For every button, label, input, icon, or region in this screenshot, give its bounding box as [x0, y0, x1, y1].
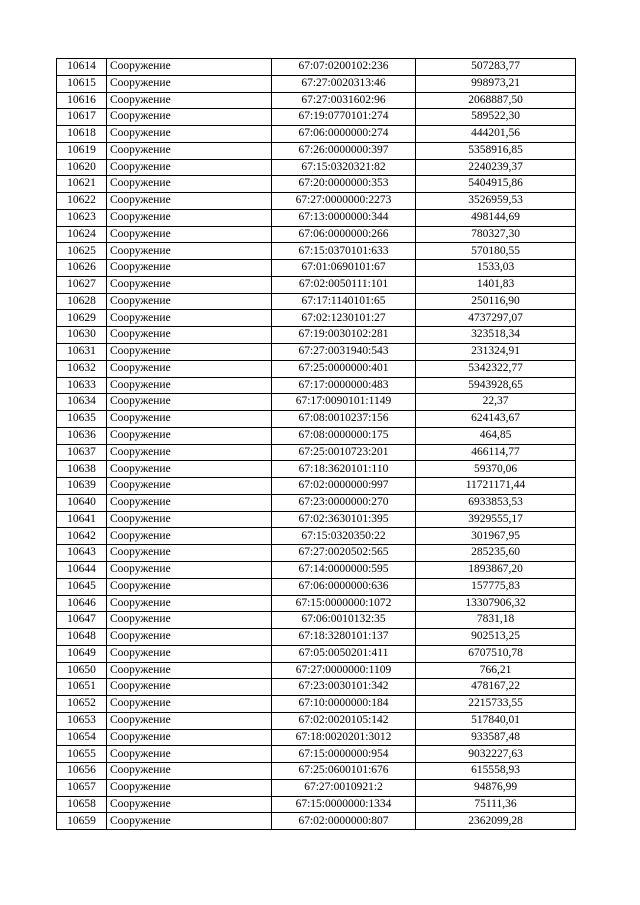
- table-row: [57, 344, 576, 361]
- cadastral-number-cell: 67:06:0000000:274: [272, 126, 416, 143]
- row-number-cell: 10615: [57, 75, 107, 92]
- object-type-cell: Сооружение: [107, 528, 272, 545]
- row-number-cell: 10632: [57, 360, 107, 377]
- table-row: [57, 142, 576, 159]
- cadastral-value-cell: 22,37: [416, 394, 576, 411]
- cadastral-number-cell: 67:08:0010237:156: [272, 411, 416, 428]
- cadastral-value-cell: 2215733,55: [416, 696, 576, 713]
- object-type-cell: Сооружение: [107, 377, 272, 394]
- cadastral-number-cell: 67:02:0000000:997: [272, 478, 416, 495]
- cadastral-number-cell: 67:26:0000000:397: [272, 142, 416, 159]
- table-row: [57, 193, 576, 210]
- cadastral-number-cell: 67:18:0020201:3012: [272, 729, 416, 746]
- cadastral-number-cell: 67:15:0320350:22: [272, 528, 416, 545]
- object-type-cell: Сооружение: [107, 276, 272, 293]
- object-type-cell: Сооружение: [107, 176, 272, 193]
- table-row: [57, 159, 576, 176]
- row-number-cell: 10659: [57, 813, 107, 830]
- object-type-cell: Сооружение: [107, 696, 272, 713]
- cadastral-value-cell: 507283,77: [416, 59, 576, 76]
- row-number-cell: 10658: [57, 796, 107, 813]
- table-row: [57, 595, 576, 612]
- table-row: [57, 377, 576, 394]
- cadastral-value-cell: 4737297,07: [416, 310, 576, 327]
- cadastral-number-cell: 67:15:0000000:1334: [272, 796, 416, 813]
- table-row: [57, 411, 576, 428]
- table-row: [57, 612, 576, 629]
- object-type-cell: Сооружение: [107, 612, 272, 629]
- object-type-cell: Сооружение: [107, 193, 272, 210]
- cadastral-value-cell: 998973,21: [416, 75, 576, 92]
- object-type-cell: Сооружение: [107, 159, 272, 176]
- row-number-cell: 10625: [57, 243, 107, 260]
- cadastral-number-cell: 67:19:0030102:281: [272, 327, 416, 344]
- row-number-cell: 10626: [57, 260, 107, 277]
- cadastral-number-cell: 67:17:1140101:65: [272, 293, 416, 310]
- cadastral-value-cell: 464,85: [416, 427, 576, 444]
- table-row: [57, 126, 576, 143]
- table-row: [57, 75, 576, 92]
- cadastral-value-cell: 933587,48: [416, 729, 576, 746]
- table-row: [57, 243, 576, 260]
- object-type-cell: Сооружение: [107, 461, 272, 478]
- table-row: [57, 796, 576, 813]
- row-number-cell: 10633: [57, 377, 107, 394]
- row-number-cell: 10652: [57, 696, 107, 713]
- cadastral-value-cell: 75111,36: [416, 796, 576, 813]
- object-type-cell: Сооружение: [107, 662, 272, 679]
- cadastral-number-cell: 67:27:0000000:2273: [272, 193, 416, 210]
- cadastral-value-cell: 250116,90: [416, 293, 576, 310]
- cadastral-value-cell: 2068887,50: [416, 92, 576, 109]
- cadastral-number-cell: 67:07:0200102:236: [272, 59, 416, 76]
- cadastral-value-cell: 615558,93: [416, 763, 576, 780]
- cadastral-number-cell: 67:02:3630101:395: [272, 511, 416, 528]
- object-type-cell: Сооружение: [107, 394, 272, 411]
- table-row: [57, 779, 576, 796]
- row-number-cell: 10617: [57, 109, 107, 126]
- row-number-cell: 10624: [57, 226, 107, 243]
- cadastral-number-cell: 67:17:0090101:1149: [272, 394, 416, 411]
- cadastral-number-cell: 67:05:0050201:411: [272, 645, 416, 662]
- object-type-cell: Сооружение: [107, 478, 272, 495]
- cadastral-value-cell: 9032227,63: [416, 746, 576, 763]
- row-number-cell: 10646: [57, 595, 107, 612]
- row-number-cell: 10621: [57, 176, 107, 193]
- object-type-cell: Сооружение: [107, 746, 272, 763]
- row-number-cell: 10635: [57, 411, 107, 428]
- cadastral-number-cell: 67:06:0000000:266: [272, 226, 416, 243]
- object-type-cell: Сооружение: [107, 209, 272, 226]
- row-number-cell: 10637: [57, 444, 107, 461]
- row-number-cell: 10614: [57, 59, 107, 76]
- table-row: [57, 696, 576, 713]
- table-row: [57, 310, 576, 327]
- table-row: [57, 444, 576, 461]
- row-number-cell: 10642: [57, 528, 107, 545]
- table-row: [57, 629, 576, 646]
- object-type-cell: Сооружение: [107, 75, 272, 92]
- table-row: [57, 176, 576, 193]
- table-row: [57, 478, 576, 495]
- table-row: [57, 746, 576, 763]
- cadastral-number-cell: 67:15:0000000:1072: [272, 595, 416, 612]
- row-number-cell: 10639: [57, 478, 107, 495]
- table-row: [57, 712, 576, 729]
- table-row: [57, 528, 576, 545]
- object-type-cell: Сооружение: [107, 645, 272, 662]
- cadastral-value-cell: 5404915,86: [416, 176, 576, 193]
- table-row: [57, 578, 576, 595]
- object-type-cell: Сооружение: [107, 411, 272, 428]
- cadastral-number-cell: 67:15:0320321:82: [272, 159, 416, 176]
- table-row: [57, 92, 576, 109]
- object-type-cell: Сооружение: [107, 813, 272, 830]
- cadastral-value-cell: 466114,77: [416, 444, 576, 461]
- table-row: [57, 226, 576, 243]
- row-number-cell: 10654: [57, 729, 107, 746]
- cadastral-value-cell: 517840,01: [416, 712, 576, 729]
- cadastral-value-cell: 5342322,77: [416, 360, 576, 377]
- row-number-cell: 10634: [57, 394, 107, 411]
- object-type-cell: Сооружение: [107, 629, 272, 646]
- cadastral-value-cell: 780327,30: [416, 226, 576, 243]
- cadastral-value-cell: 13307906,32: [416, 595, 576, 612]
- cadastral-number-cell: 67:27:0000000:1109: [272, 662, 416, 679]
- cadastral-value-cell: 2240239,37: [416, 159, 576, 176]
- table-row: [57, 394, 576, 411]
- cadastral-value-cell: 3526959,53: [416, 193, 576, 210]
- object-type-cell: Сооружение: [107, 126, 272, 143]
- object-type-cell: Сооружение: [107, 59, 272, 76]
- cadastral-value-cell: 1401,83: [416, 276, 576, 293]
- row-number-cell: 10640: [57, 494, 107, 511]
- cadastral-value-cell: 59370,06: [416, 461, 576, 478]
- cadastral-number-cell: 67:25:0010723:201: [272, 444, 416, 461]
- object-type-cell: Сооружение: [107, 226, 272, 243]
- cadastral-number-cell: 67:02:0020105:142: [272, 712, 416, 729]
- object-type-cell: Сооружение: [107, 109, 272, 126]
- object-type-cell: Сооружение: [107, 712, 272, 729]
- table-row: [57, 109, 576, 126]
- cadastral-value-cell: 766,21: [416, 662, 576, 679]
- object-type-cell: Сооружение: [107, 494, 272, 511]
- cadastral-number-cell: 67:27:0031602:96: [272, 92, 416, 109]
- cadastral-value-cell: 5358916,85: [416, 142, 576, 159]
- row-number-cell: 10649: [57, 645, 107, 662]
- cadastral-number-cell: 67:25:0000000:401: [272, 360, 416, 377]
- table-row: [57, 679, 576, 696]
- cadastral-value-cell: 570180,55: [416, 243, 576, 260]
- row-number-cell: 10655: [57, 746, 107, 763]
- object-type-cell: Сооружение: [107, 729, 272, 746]
- cadastral-number-cell: 67:08:0000000:175: [272, 427, 416, 444]
- cadastral-value-cell: 1533,03: [416, 260, 576, 277]
- registry-table: [56, 58, 576, 830]
- object-type-cell: Сооружение: [107, 142, 272, 159]
- table-row: [57, 293, 576, 310]
- row-number-cell: 10648: [57, 629, 107, 646]
- object-type-cell: Сооружение: [107, 511, 272, 528]
- cadastral-number-cell: 67:02:1230101:27: [272, 310, 416, 327]
- row-number-cell: 10657: [57, 779, 107, 796]
- cadastral-value-cell: 285235,60: [416, 545, 576, 562]
- cadastral-value-cell: 589522,30: [416, 109, 576, 126]
- cadastral-value-cell: 6707510,78: [416, 645, 576, 662]
- cadastral-number-cell: 67:27:0020313:46: [272, 75, 416, 92]
- table-row: [57, 813, 576, 830]
- cadastral-number-cell: 67:06:0000000:636: [272, 578, 416, 595]
- registry-table-body: [57, 59, 576, 830]
- cadastral-number-cell: 67:15:0370101:633: [272, 243, 416, 260]
- row-number-cell: 10644: [57, 561, 107, 578]
- row-number-cell: 10623: [57, 209, 107, 226]
- table-row: [57, 645, 576, 662]
- cadastral-number-cell: 67:25:0600101:676: [272, 763, 416, 780]
- table-row: [57, 260, 576, 277]
- object-type-cell: Сооружение: [107, 260, 272, 277]
- row-number-cell: 10620: [57, 159, 107, 176]
- table-row: [57, 327, 576, 344]
- row-number-cell: 10656: [57, 763, 107, 780]
- table-row: [57, 763, 576, 780]
- row-number-cell: 10628: [57, 293, 107, 310]
- cadastral-number-cell: 67:20:0000000:353: [272, 176, 416, 193]
- table-row: [57, 511, 576, 528]
- cadastral-number-cell: 67:06:0010132:35: [272, 612, 416, 629]
- table-row: [57, 461, 576, 478]
- object-type-cell: Сооружение: [107, 344, 272, 361]
- table-row: [57, 59, 576, 76]
- row-number-cell: 10643: [57, 545, 107, 562]
- cadastral-number-cell: 67:18:3280101:137: [272, 629, 416, 646]
- object-type-cell: Сооружение: [107, 327, 272, 344]
- row-number-cell: 10622: [57, 193, 107, 210]
- row-number-cell: 10630: [57, 327, 107, 344]
- table-row: [57, 494, 576, 511]
- cadastral-value-cell: 6933853,53: [416, 494, 576, 511]
- table-row: [57, 662, 576, 679]
- cadastral-value-cell: 1893867,20: [416, 561, 576, 578]
- object-type-cell: Сооружение: [107, 679, 272, 696]
- object-type-cell: Сооружение: [107, 796, 272, 813]
- object-type-cell: Сооружение: [107, 360, 272, 377]
- row-number-cell: 10641: [57, 511, 107, 528]
- cadastral-value-cell: 157775,83: [416, 578, 576, 595]
- cadastral-number-cell: 67:17:0000000:483: [272, 377, 416, 394]
- cadastral-number-cell: 67:18:3620101:110: [272, 461, 416, 478]
- table-row: [57, 209, 576, 226]
- table-row: [57, 561, 576, 578]
- object-type-cell: Сооружение: [107, 243, 272, 260]
- cadastral-value-cell: 5943928,65: [416, 377, 576, 394]
- cadastral-value-cell: 498144,69: [416, 209, 576, 226]
- cadastral-number-cell: 67:02:0050111:101: [272, 276, 416, 293]
- cadastral-value-cell: 2362099,28: [416, 813, 576, 830]
- table-row: [57, 427, 576, 444]
- cadastral-value-cell: 323518,34: [416, 327, 576, 344]
- cadastral-value-cell: 301967,95: [416, 528, 576, 545]
- cadastral-number-cell: 67:27:0031940:543: [272, 344, 416, 361]
- cadastral-value-cell: 624143,67: [416, 411, 576, 428]
- row-number-cell: 10629: [57, 310, 107, 327]
- table-row: [57, 276, 576, 293]
- cadastral-value-cell: 478167,22: [416, 679, 576, 696]
- object-type-cell: Сооружение: [107, 578, 272, 595]
- cadastral-number-cell: 67:23:0000000:270: [272, 494, 416, 511]
- row-number-cell: 10647: [57, 612, 107, 629]
- object-type-cell: Сооружение: [107, 545, 272, 562]
- row-number-cell: 10650: [57, 662, 107, 679]
- object-type-cell: Сооружение: [107, 293, 272, 310]
- cadastral-value-cell: 94876,99: [416, 779, 576, 796]
- table-row: [57, 729, 576, 746]
- cadastral-number-cell: 67:23:0030101:342: [272, 679, 416, 696]
- row-number-cell: 10619: [57, 142, 107, 159]
- row-number-cell: 10645: [57, 578, 107, 595]
- cadastral-number-cell: 67:10:0000000:184: [272, 696, 416, 713]
- object-type-cell: Сооружение: [107, 779, 272, 796]
- object-type-cell: Сооружение: [107, 763, 272, 780]
- cadastral-value-cell: 902513,25: [416, 629, 576, 646]
- cadastral-value-cell: 7831,18: [416, 612, 576, 629]
- cadastral-number-cell: 67:27:0020502:565: [272, 545, 416, 562]
- cadastral-number-cell: 67:13:0000000:344: [272, 209, 416, 226]
- cadastral-value-cell: 3929555,17: [416, 511, 576, 528]
- cadastral-number-cell: 67:01:0690101:67: [272, 260, 416, 277]
- cadastral-number-cell: 67:27:0010921:2: [272, 779, 416, 796]
- object-type-cell: Сооружение: [107, 427, 272, 444]
- row-number-cell: 10627: [57, 276, 107, 293]
- row-number-cell: 10651: [57, 679, 107, 696]
- table-row: [57, 360, 576, 377]
- table-row: [57, 545, 576, 562]
- row-number-cell: 10631: [57, 344, 107, 361]
- object-type-cell: Сооружение: [107, 92, 272, 109]
- object-type-cell: Сооружение: [107, 595, 272, 612]
- cadastral-value-cell: 444201,56: [416, 126, 576, 143]
- cadastral-number-cell: 67:15:0000000:954: [272, 746, 416, 763]
- row-number-cell: 10638: [57, 461, 107, 478]
- row-number-cell: 10616: [57, 92, 107, 109]
- object-type-cell: Сооружение: [107, 444, 272, 461]
- row-number-cell: 10653: [57, 712, 107, 729]
- cadastral-value-cell: 11721171,44: [416, 478, 576, 495]
- row-number-cell: 10618: [57, 126, 107, 143]
- object-type-cell: Сооружение: [107, 561, 272, 578]
- cadastral-value-cell: 231324,91: [416, 344, 576, 361]
- cadastral-number-cell: 67:02:0000000:807: [272, 813, 416, 830]
- cadastral-number-cell: 67:14:0000000:595: [272, 561, 416, 578]
- row-number-cell: 10636: [57, 427, 107, 444]
- object-type-cell: Сооружение: [107, 310, 272, 327]
- cadastral-number-cell: 67:19:0770101:274: [272, 109, 416, 126]
